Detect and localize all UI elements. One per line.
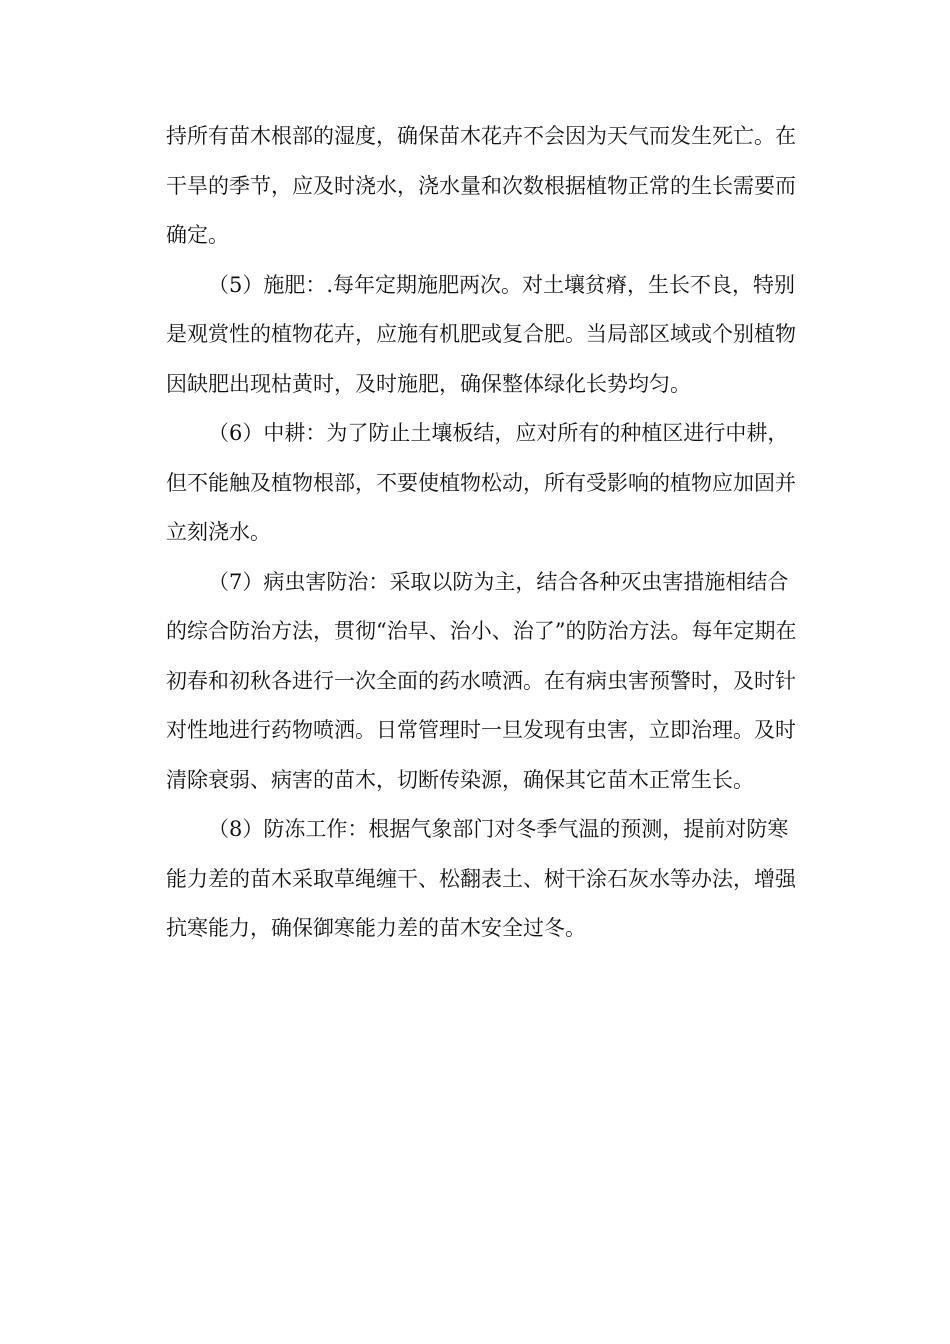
paragraph-cultivating: （6）中耕：为了防止土壤板结，应对所有的种植区进行中耕，但不能触及植物根部，不要使植物松动，所有受影响的植物应加固并立刻浇水。: [166, 421, 796, 544]
paragraph-pest-control: （7）病虫害防治：采取以防为主，结合各种灭虫害措施相结合的综合防治方法，贯彻“治早、治小、治了”的防治方法。每年定期在初春和初秋各进行一次全面的药水喷洒。在有病虫害预警时，及时针对性地进行药物喷洒。日常管理时一旦发现有虫害，立即治理。及时清除衰弱、病害的苗木，切断传染源，确保其它苗木正常生长。: [166, 569, 797, 792]
paragraph-fertilizing: （5）施肥：.每年定期施肥两次。对土壤贫瘠，生长不良，特别是观赏性的植物花卉，应施有机肥或复合肥。当局部区域或个别植物因缺肥出现枯黄时，及时施肥，确保整体绿化长势均匀。: [166, 272, 796, 396]
document-body: [166, 112, 806, 954]
paragraph-continuation: 持所有苗木根部的湿度，确保苗木花卉不会因为天气而发生死亡。在干旱的季节，应及时浇水，浇水量和次数根据植物正常的生长需要而确定。: [166, 124, 796, 247]
paragraph-frost-protection: （8）防冻工作：根据气象部门对冬季气温的预测，提前对防寒能力差的苗木采取草绳缠干、松翻表土、树干涂石灰水等办法，增强抗寒能力，确保御寒能力差的苗木安全过冬。: [166, 817, 796, 940]
